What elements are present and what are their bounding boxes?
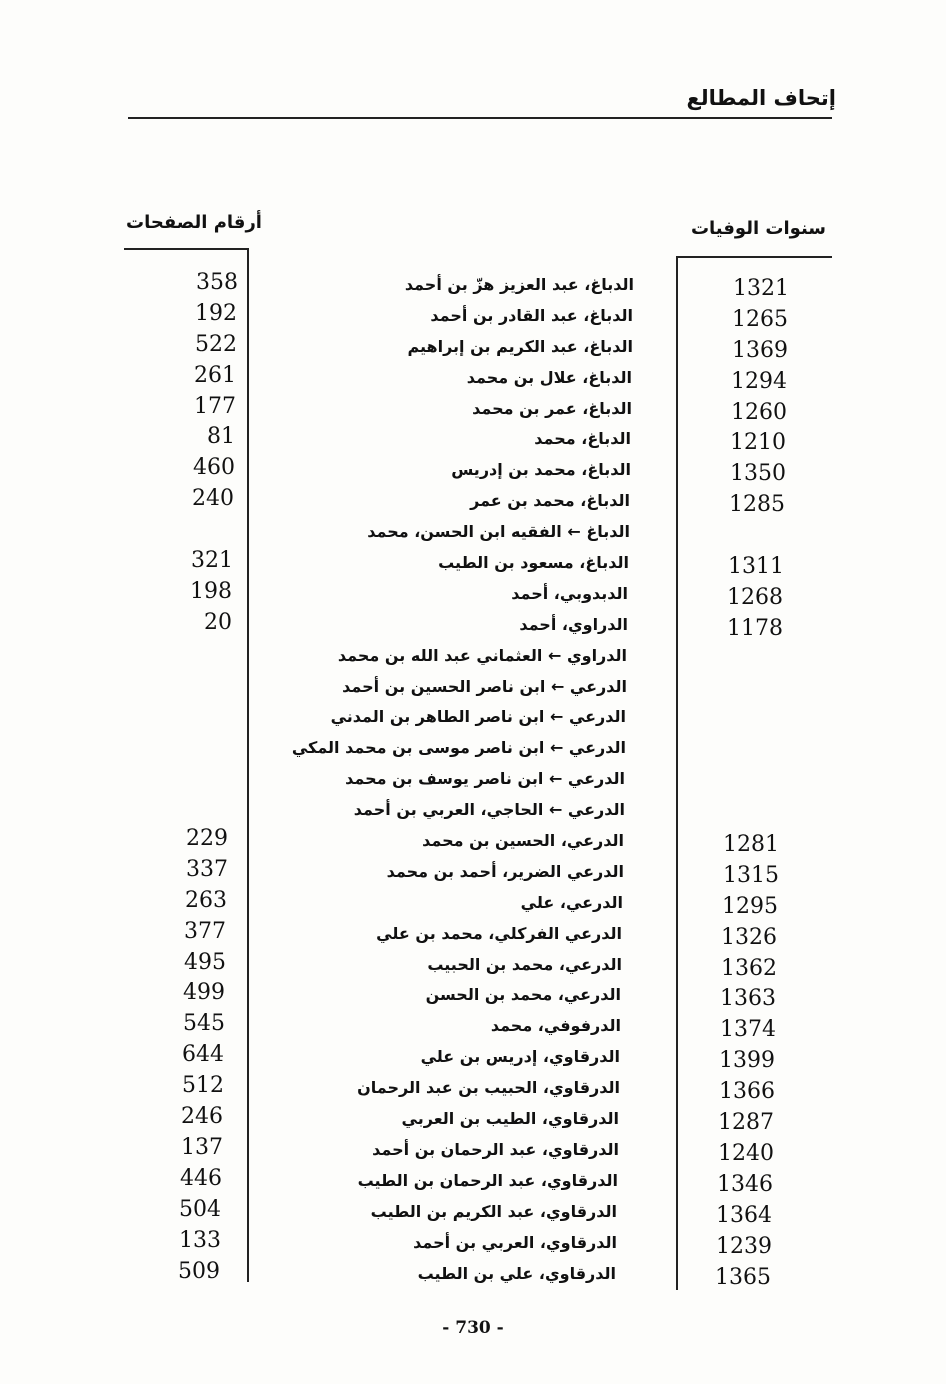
years-column-title: سنوات الوفيات bbox=[690, 218, 826, 239]
entry-name: الدرعي ← ابن ناصر موسى بن محمد المكي bbox=[291, 738, 626, 758]
death-year: 1350 bbox=[730, 461, 786, 487]
pages-column-rule-top bbox=[124, 248, 249, 250]
page-ref: 460 bbox=[193, 455, 235, 481]
page-ref: 495 bbox=[184, 949, 226, 975]
index-row bbox=[0, 299, 946, 330]
page-ref: 81 bbox=[207, 424, 235, 450]
index-row bbox=[0, 948, 946, 979]
entry-name: الدباغ، محمد بن عمر bbox=[470, 491, 630, 511]
entry-name: الدباغ، مسعود بن الطيب bbox=[438, 553, 629, 573]
entry-name: الدرعي ← ابن ناصر الطاهر بن المدني bbox=[330, 707, 626, 727]
death-year: 1326 bbox=[721, 924, 777, 950]
entry-name: الدرقاوي، العربي بن أحمد bbox=[413, 1232, 617, 1252]
index-row bbox=[0, 1164, 946, 1195]
page-ref: 358 bbox=[196, 270, 238, 295]
page-ref: 192 bbox=[195, 300, 237, 326]
entry-name: الدباغ، علال بن محمد bbox=[466, 367, 632, 387]
death-year: 1294 bbox=[731, 368, 787, 394]
death-year: 1311 bbox=[728, 554, 784, 580]
page-ref: 512 bbox=[182, 1073, 224, 1099]
years-column-rule-top bbox=[676, 256, 832, 258]
entry-name: الدرعي الفركلي، محمد بن علي bbox=[376, 923, 622, 943]
index-row bbox=[0, 1040, 946, 1074]
entry-name: الدرعي ← ابن ناصر يوسف بن محمد bbox=[345, 769, 625, 789]
index-row bbox=[0, 1009, 946, 1043]
index-row bbox=[0, 268, 946, 299]
index-row bbox=[0, 1102, 946, 1136]
death-year: 1285 bbox=[729, 492, 785, 518]
death-year: 1363 bbox=[720, 986, 776, 1012]
death-year: 1265 bbox=[732, 306, 788, 332]
index-row bbox=[0, 639, 946, 670]
page-ref: 644 bbox=[182, 1042, 224, 1068]
entry-name: الدرعي الضرير، أحمد بن محمد bbox=[386, 861, 624, 881]
death-year: 1281 bbox=[723, 832, 779, 858]
entry-name: الدرقاوي، عبد الكريم بن الطيب bbox=[370, 1201, 617, 1221]
index-row bbox=[0, 577, 946, 608]
pages-column-title: أرقام الصفحات bbox=[126, 212, 262, 233]
index-row bbox=[0, 978, 946, 1012]
death-year: 1287 bbox=[718, 1110, 774, 1136]
page-ref: 321 bbox=[191, 548, 233, 574]
entry-name: الدباغ ← الفقيه ابن الحسن، محمد bbox=[367, 522, 630, 542]
entry-name: الدباغ، عمر بن محمد bbox=[472, 398, 632, 418]
page-ref: 545 bbox=[183, 1011, 225, 1037]
index-row bbox=[0, 515, 946, 546]
entry-name: الدراوي، أحمد bbox=[519, 614, 628, 634]
page-ref: 377 bbox=[184, 918, 226, 944]
page-ref: 137 bbox=[181, 1134, 223, 1160]
entry-name: الدرعي، الحسين بن محمد bbox=[422, 831, 624, 851]
page-ref: 240 bbox=[192, 486, 234, 512]
page-ref: 446 bbox=[180, 1165, 222, 1191]
death-year: 1178 bbox=[727, 615, 783, 641]
page-ref: 133 bbox=[179, 1227, 221, 1253]
index-rows bbox=[0, 268, 946, 1290]
death-year: 1239 bbox=[716, 1233, 772, 1259]
death-year: 1366 bbox=[719, 1079, 775, 1105]
running-head: إتحاف المطالع bbox=[686, 86, 836, 110]
death-year: 1399 bbox=[719, 1048, 775, 1074]
entry-name: الدرعي، محمد بن الحسن bbox=[425, 985, 621, 1005]
entry-name: الدبدوبي، أحمد bbox=[511, 583, 628, 603]
page-ref: 522 bbox=[195, 331, 237, 357]
index-row bbox=[0, 330, 946, 361]
page-ref: 261 bbox=[194, 362, 236, 388]
entry-name: الدباغ، عبد القادر بن أحمد bbox=[430, 305, 633, 325]
entry-name: الدرفوفي، محمد bbox=[490, 1016, 621, 1036]
page-ref: 499 bbox=[183, 980, 225, 1006]
page-number: - 730 - bbox=[442, 1318, 504, 1338]
page-ref: 509 bbox=[178, 1258, 220, 1284]
index-row bbox=[0, 1226, 946, 1257]
index-row bbox=[0, 824, 946, 858]
index-row bbox=[0, 886, 946, 917]
page-ref: 229 bbox=[186, 826, 228, 852]
index-row bbox=[0, 700, 946, 731]
death-year: 1240 bbox=[718, 1140, 774, 1166]
entry-name: الدباغ، عبد العزيز هزّ بن أحمد bbox=[404, 275, 634, 294]
entry-name: الدرقاوي، عبد الرحمان بن الطيب bbox=[357, 1170, 618, 1190]
index-row bbox=[0, 453, 946, 487]
death-year: 1364 bbox=[716, 1202, 772, 1228]
entry-name: الدرعي، علي bbox=[520, 892, 623, 912]
index-row bbox=[0, 793, 946, 824]
death-year: 1315 bbox=[723, 862, 779, 888]
page-ref: 177 bbox=[194, 393, 236, 419]
entry-name: الدرعي، محمد بن الحبيب bbox=[427, 954, 622, 974]
index-row bbox=[0, 1195, 946, 1226]
entry-name: الدرقاوي، علي بن الطيب bbox=[417, 1263, 616, 1283]
index-row bbox=[0, 422, 946, 456]
index-row bbox=[0, 361, 946, 392]
index-row bbox=[0, 392, 946, 423]
entry-name: الدرعي ← الحاجي، العربي بن أحمد bbox=[353, 800, 625, 820]
entry-name: الدباغ، عبد الكريم بن إبراهيم bbox=[407, 336, 633, 356]
header-rule bbox=[128, 117, 832, 119]
entry-name: الدراوي ← العثماني عبد الله بن محمد bbox=[337, 645, 627, 665]
index-row bbox=[0, 855, 946, 886]
page-ref: 504 bbox=[179, 1196, 221, 1222]
entry-name: الدرعي ← ابن ناصر الحسين بن أحمد bbox=[342, 676, 627, 696]
index-row bbox=[0, 546, 946, 580]
entry-name: الدرقاوي، عبد الرحمان بن أحمد bbox=[372, 1139, 619, 1159]
page-ref: 246 bbox=[181, 1104, 223, 1130]
page-ref: 337 bbox=[186, 856, 228, 882]
index-row bbox=[0, 1071, 946, 1105]
page-ref: 198 bbox=[190, 578, 232, 604]
index-row bbox=[0, 670, 946, 701]
index-row bbox=[0, 1257, 946, 1288]
entry-name: الدباغ، محمد bbox=[534, 429, 631, 449]
death-year: 1346 bbox=[717, 1171, 773, 1197]
death-year: 1295 bbox=[722, 893, 778, 919]
entry-name: الدرقاوي، الطيب بن العربي bbox=[401, 1109, 619, 1129]
death-year: 1210 bbox=[730, 430, 786, 456]
entry-name: الدباغ، محمد بن إدريس bbox=[451, 460, 631, 480]
index-row bbox=[0, 762, 946, 793]
death-year: 1369 bbox=[732, 337, 788, 363]
index-row bbox=[0, 731, 946, 762]
death-year: 1321 bbox=[733, 276, 789, 301]
index-row bbox=[0, 608, 946, 639]
index-row bbox=[0, 1133, 946, 1164]
death-year: 1268 bbox=[727, 584, 783, 610]
death-year: 1374 bbox=[720, 1017, 776, 1043]
death-year: 1365 bbox=[715, 1264, 771, 1290]
death-year: 1260 bbox=[731, 399, 787, 425]
index-row bbox=[0, 917, 946, 948]
page-ref: 20 bbox=[204, 609, 232, 635]
death-year: 1362 bbox=[721, 955, 777, 981]
entry-name: الدرقاوي، إدريس بن علي bbox=[420, 1047, 620, 1067]
index-row bbox=[0, 484, 946, 518]
entry-name: الدرقاوي، الحبيب بن عبد الرحمان bbox=[357, 1078, 620, 1098]
page-ref: 263 bbox=[185, 887, 227, 913]
